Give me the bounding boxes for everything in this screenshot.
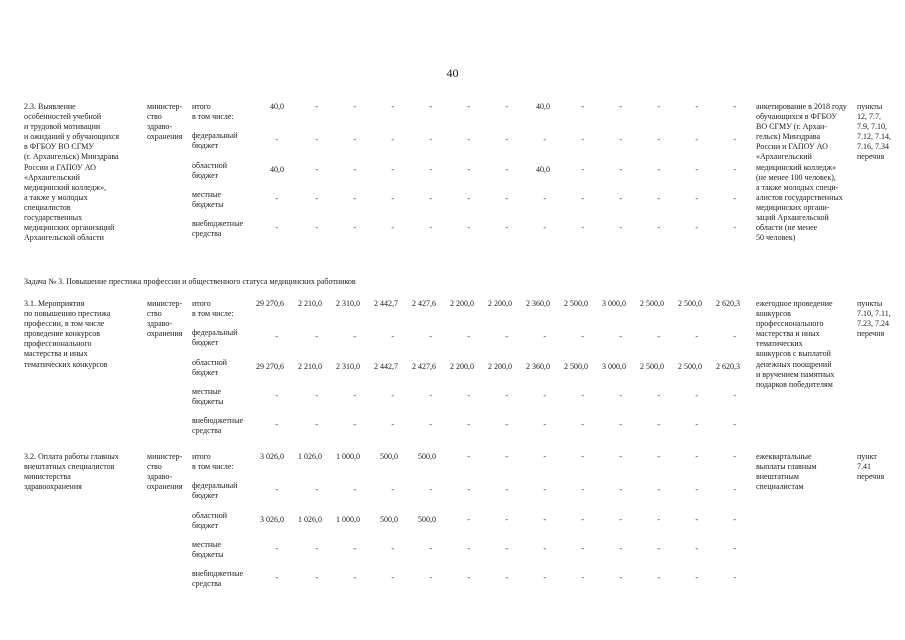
funding-source-regional-budget: областной бюджет [192,357,228,377]
amount-cell: - [657,452,660,461]
amount-cell: - [581,223,584,233]
amount-cell: - [275,390,278,400]
amount-cell: 2 210,0 [298,361,322,371]
amount-cell: - [505,332,508,342]
amount-cell: 2 200,0 [488,299,512,308]
amount-cell: 3 000,0 [602,299,626,308]
amount-cell: - [733,102,736,111]
amount-cell: - [619,223,622,233]
amount-cell: - [275,223,278,233]
amount-cell: - [391,420,394,430]
funding-source-local-budget: местные бюджеты [192,189,224,209]
amount-cell: 500,0 [418,452,436,461]
amount-cell: - [695,135,698,145]
amount-cell: - [353,102,356,111]
amount-cell: - [657,223,660,233]
funding-source-total: итого в том числе: [192,452,234,472]
amount-cell: - [429,573,432,583]
funding-source-total: итого в том числе: [192,299,234,319]
amount-cell: - [467,332,470,342]
amount-cell: 2 500,0 [678,299,702,308]
amount-cell: - [695,223,698,233]
amount-cell: 1 026,0 [298,514,322,524]
amount-cell: - [467,420,470,430]
amount-cell: - [619,514,622,524]
amount-cell: - [315,485,318,495]
amount-cell: - [505,164,508,174]
amount-cell: - [391,193,394,203]
funding-source-federal-budget: федеральный бюджет [192,131,238,151]
amount-cell: - [505,102,508,111]
amount-cell: 500,0 [418,514,436,524]
amount-cell: 500,0 [380,452,398,461]
amount-cell: - [353,135,356,145]
amount-cell: - [733,452,736,461]
amount-cell: - [505,543,508,553]
amount-cell: - [505,193,508,203]
amount-cell: 1 000,0 [336,452,360,461]
funding-source-extrabudget: внебюджетные средства [192,416,243,436]
activity-name: 2.3. Выявление особенностей учебной и трудовой мотивации и ожиданий у обучающихся в ФГБОУ ВО СГМУ (г. Архангельск) Минздрава России и ГАПОУ АО «Архангельский медицинский колледж», а также у молодых специалистов государственных медицинских организаций Архангельской области [24,102,120,243]
amount-cell: - [315,390,318,400]
amount-cell: - [733,223,736,233]
amount-cell: - [733,193,736,203]
amount-cell: 2 500,0 [640,361,664,371]
amount-cell: - [733,164,736,174]
amount-cell: 2 427,6 [412,299,436,308]
amount-cell: - [467,102,470,111]
amount-cell: - [353,223,356,233]
expected-result: анкетирование в 2018 году обучающихся в ФГБОУ ВО СГМУ (г. Архан- гельск) Минздрава России и ГАПОУ АО «Архангельский медицинский колледж» (не менее 100 человек), а также молодых специ- алистов государственных медицинских органи- заций Архангельской области (не менее 50 человек) [756,102,847,243]
amount-cell: - [619,543,622,553]
amount-cell: - [275,543,278,553]
amount-cell: - [657,102,660,111]
amount-cell: 2 427,6 [412,361,436,371]
funding-source-extrabudget: внебюджетные средства [192,569,243,589]
amount-cell: - [733,543,736,553]
amount-cell: - [657,514,660,524]
amount-cell: - [391,573,394,583]
amount-cell: - [505,485,508,495]
funding-source-local-budget: местные бюджеты [192,386,224,406]
amount-cell: - [581,573,584,583]
amount-cell: - [619,102,622,111]
amount-cell: 2 200,0 [450,361,474,371]
amount-cell: - [391,164,394,174]
amount-cell: - [619,452,622,461]
amount-cell: 2 442,7 [374,299,398,308]
amount-cell: - [695,573,698,583]
amount-cell: - [467,193,470,203]
amount-cell: - [581,485,584,495]
amount-cell: - [581,452,584,461]
amount-cell: - [657,193,660,203]
amount-cell: - [353,543,356,553]
amount-cell: 29 270,6 [256,361,284,371]
amount-cell: - [543,452,546,461]
executor: министер- ство здраво- охранения [147,299,183,339]
amount-cell: 2 620,3 [716,299,740,308]
amount-cell: - [581,332,584,342]
amount-cell: - [581,514,584,524]
amount-cell: - [657,332,660,342]
amount-cell: - [505,390,508,400]
amount-cell: - [315,193,318,203]
amount-cell: - [429,164,432,174]
amount-cell: - [429,193,432,203]
amount-cell: - [581,164,584,174]
amount-cell: 2 500,0 [640,299,664,308]
amount-cell: - [429,102,432,111]
reference-points: пункт 7.41 перечня [857,452,885,482]
amount-cell: - [695,485,698,495]
page-number: 40 [446,66,459,80]
amount-cell: - [619,390,622,400]
amount-cell: - [543,573,546,583]
amount-cell: - [505,452,508,461]
amount-cell: - [467,452,470,461]
amount-cell: - [695,452,698,461]
amount-cell: - [657,390,660,400]
amount-cell: 2 200,0 [488,361,512,371]
amount-cell: - [619,135,622,145]
amount-cell: - [733,332,736,342]
amount-cell: - [733,485,736,495]
amount-cell: - [391,332,394,342]
reference-points: пункты 7.10, 7.11, 7.23, 7.24 перечня [857,299,891,339]
amount-cell: - [505,420,508,430]
amount-cell: - [695,514,698,524]
executor: министер- ство здраво- охранения [147,452,183,492]
amount-cell: - [695,164,698,174]
amount-cell: 2 210,0 [298,299,322,308]
amount-cell: - [543,485,546,495]
amount-cell: - [275,135,278,145]
amount-cell: - [467,514,470,524]
amount-cell: 29 270,6 [256,299,284,308]
amount-cell: 2 500,0 [564,361,588,371]
amount-cell: - [619,193,622,203]
amount-cell: - [275,573,278,583]
amount-cell: - [315,135,318,145]
amount-cell: - [353,193,356,203]
amount-cell: - [581,543,584,553]
amount-cell: - [429,223,432,233]
amount-cell: - [505,135,508,145]
activity-name: 3.1. Мероприятия по повышению престижа профессии, в том числе проведение конкурсов профессионального мастерства и иных тематических конкурсов [24,299,111,369]
amount-cell: - [315,223,318,233]
amount-cell: - [657,573,660,583]
amount-cell: - [543,135,546,145]
amount-cell: 2 310,0 [336,299,360,308]
amount-cell: - [315,543,318,553]
amount-cell: - [315,420,318,430]
amount-cell: - [581,390,584,400]
amount-cell: - [657,543,660,553]
expected-result: ежегодное проведение конкурсов профессионального мастерства и иных тематических конкурсов с выплатой денежных поощрений и вручением памятных подарков победителям [756,299,835,389]
amount-cell: 3 026,0 [260,514,284,524]
amount-cell: - [429,332,432,342]
amount-cell: - [657,485,660,495]
amount-cell: - [695,543,698,553]
amount-cell: - [353,485,356,495]
task-heading: Задача № 3. Повышение престижа профессии и общественного статуса медицинских работников [24,277,356,286]
amount-cell: - [315,332,318,342]
amount-cell: - [543,193,546,203]
amount-cell: 40,0 [536,164,550,174]
amount-cell: - [467,164,470,174]
funding-source-federal-budget: федеральный бюджет [192,481,238,501]
amount-cell: - [391,485,394,495]
amount-cell: - [581,102,584,111]
amount-cell: - [543,420,546,430]
amount-cell: - [429,485,432,495]
amount-cell: - [619,420,622,430]
amount-cell: - [315,164,318,174]
amount-cell: - [467,543,470,553]
amount-cell: - [429,390,432,400]
amount-cell: - [543,390,546,400]
amount-cell: - [353,390,356,400]
amount-cell: - [619,332,622,342]
amount-cell: - [581,193,584,203]
amount-cell: - [695,390,698,400]
reference-points: пункты 12, 7.7, 7.9, 7.10, 7.12, 7.14, 7.16, 7.34 перечня [857,102,891,162]
amount-cell: - [467,223,470,233]
amount-cell: - [275,485,278,495]
amount-cell: - [353,420,356,430]
funding-source-total: итого в том числе: [192,102,234,122]
amount-cell: - [391,543,394,553]
amount-cell: 40,0 [536,102,550,111]
funding-source-regional-budget: областной бюджет [192,510,228,530]
amount-cell: - [695,193,698,203]
executor: министер- ство здраво- охранения [147,102,183,142]
amount-cell: - [733,420,736,430]
amount-cell: - [619,164,622,174]
amount-cell: 2 360,0 [526,361,550,371]
amount-cell: - [315,102,318,111]
amount-cell: - [275,193,278,203]
amount-cell: 1 026,0 [298,452,322,461]
amount-cell: - [315,573,318,583]
amount-cell: - [505,223,508,233]
amount-cell: 2 360,0 [526,299,550,308]
funding-source-regional-budget: областной бюджет [192,160,228,180]
amount-cell: - [619,573,622,583]
amount-cell: - [733,514,736,524]
amount-cell: 2 310,0 [336,361,360,371]
amount-cell: - [353,573,356,583]
amount-cell: - [695,102,698,111]
amount-cell: - [733,573,736,583]
amount-cell: 40,0 [270,164,284,174]
amount-cell: - [543,543,546,553]
amount-cell: - [657,135,660,145]
amount-cell: - [275,332,278,342]
amount-cell: - [353,332,356,342]
funding-source-extrabudget: внебюджетные средства [192,219,243,239]
amount-cell: 40,0 [270,102,284,111]
amount-cell: - [391,102,394,111]
amount-cell: - [657,420,660,430]
amount-cell: 3 026,0 [260,452,284,461]
amount-cell: - [695,332,698,342]
amount-cell: - [467,135,470,145]
expected-result: ежеквартальные выплаты главным внештатным специалистам [756,452,817,492]
amount-cell: - [275,420,278,430]
amount-cell: - [391,135,394,145]
amount-cell: - [467,390,470,400]
amount-cell: 2 500,0 [564,299,588,308]
amount-cell: 3 000,0 [602,361,626,371]
amount-cell: - [467,485,470,495]
amount-cell: - [391,390,394,400]
amount-cell: - [429,543,432,553]
funding-source-federal-budget: федеральный бюджет [192,328,238,348]
amount-cell: - [657,164,660,174]
amount-cell: - [733,390,736,400]
amount-cell: - [391,223,394,233]
amount-cell: - [733,135,736,145]
amount-cell: 2 500,0 [678,361,702,371]
amount-cell: - [695,420,698,430]
amount-cell: 2 200,0 [450,299,474,308]
funding-source-local-budget: местные бюджеты [192,539,224,559]
amount-cell: - [543,223,546,233]
amount-cell: - [505,514,508,524]
amount-cell: - [353,164,356,174]
amount-cell: - [505,573,508,583]
amount-cell: - [543,332,546,342]
activity-name: 3.2. Оплата работы главных внештатных специалистов министерства здравоохранения [24,452,119,492]
amount-cell: - [581,135,584,145]
amount-cell: - [467,573,470,583]
amount-cell: - [581,420,584,430]
amount-cell: - [429,135,432,145]
amount-cell: 500,0 [380,514,398,524]
amount-cell: 2 620,3 [716,361,740,371]
amount-cell: 1 000,0 [336,514,360,524]
amount-cell: - [543,514,546,524]
amount-cell: - [619,485,622,495]
amount-cell: 2 442,7 [374,361,398,371]
amount-cell: - [429,420,432,430]
